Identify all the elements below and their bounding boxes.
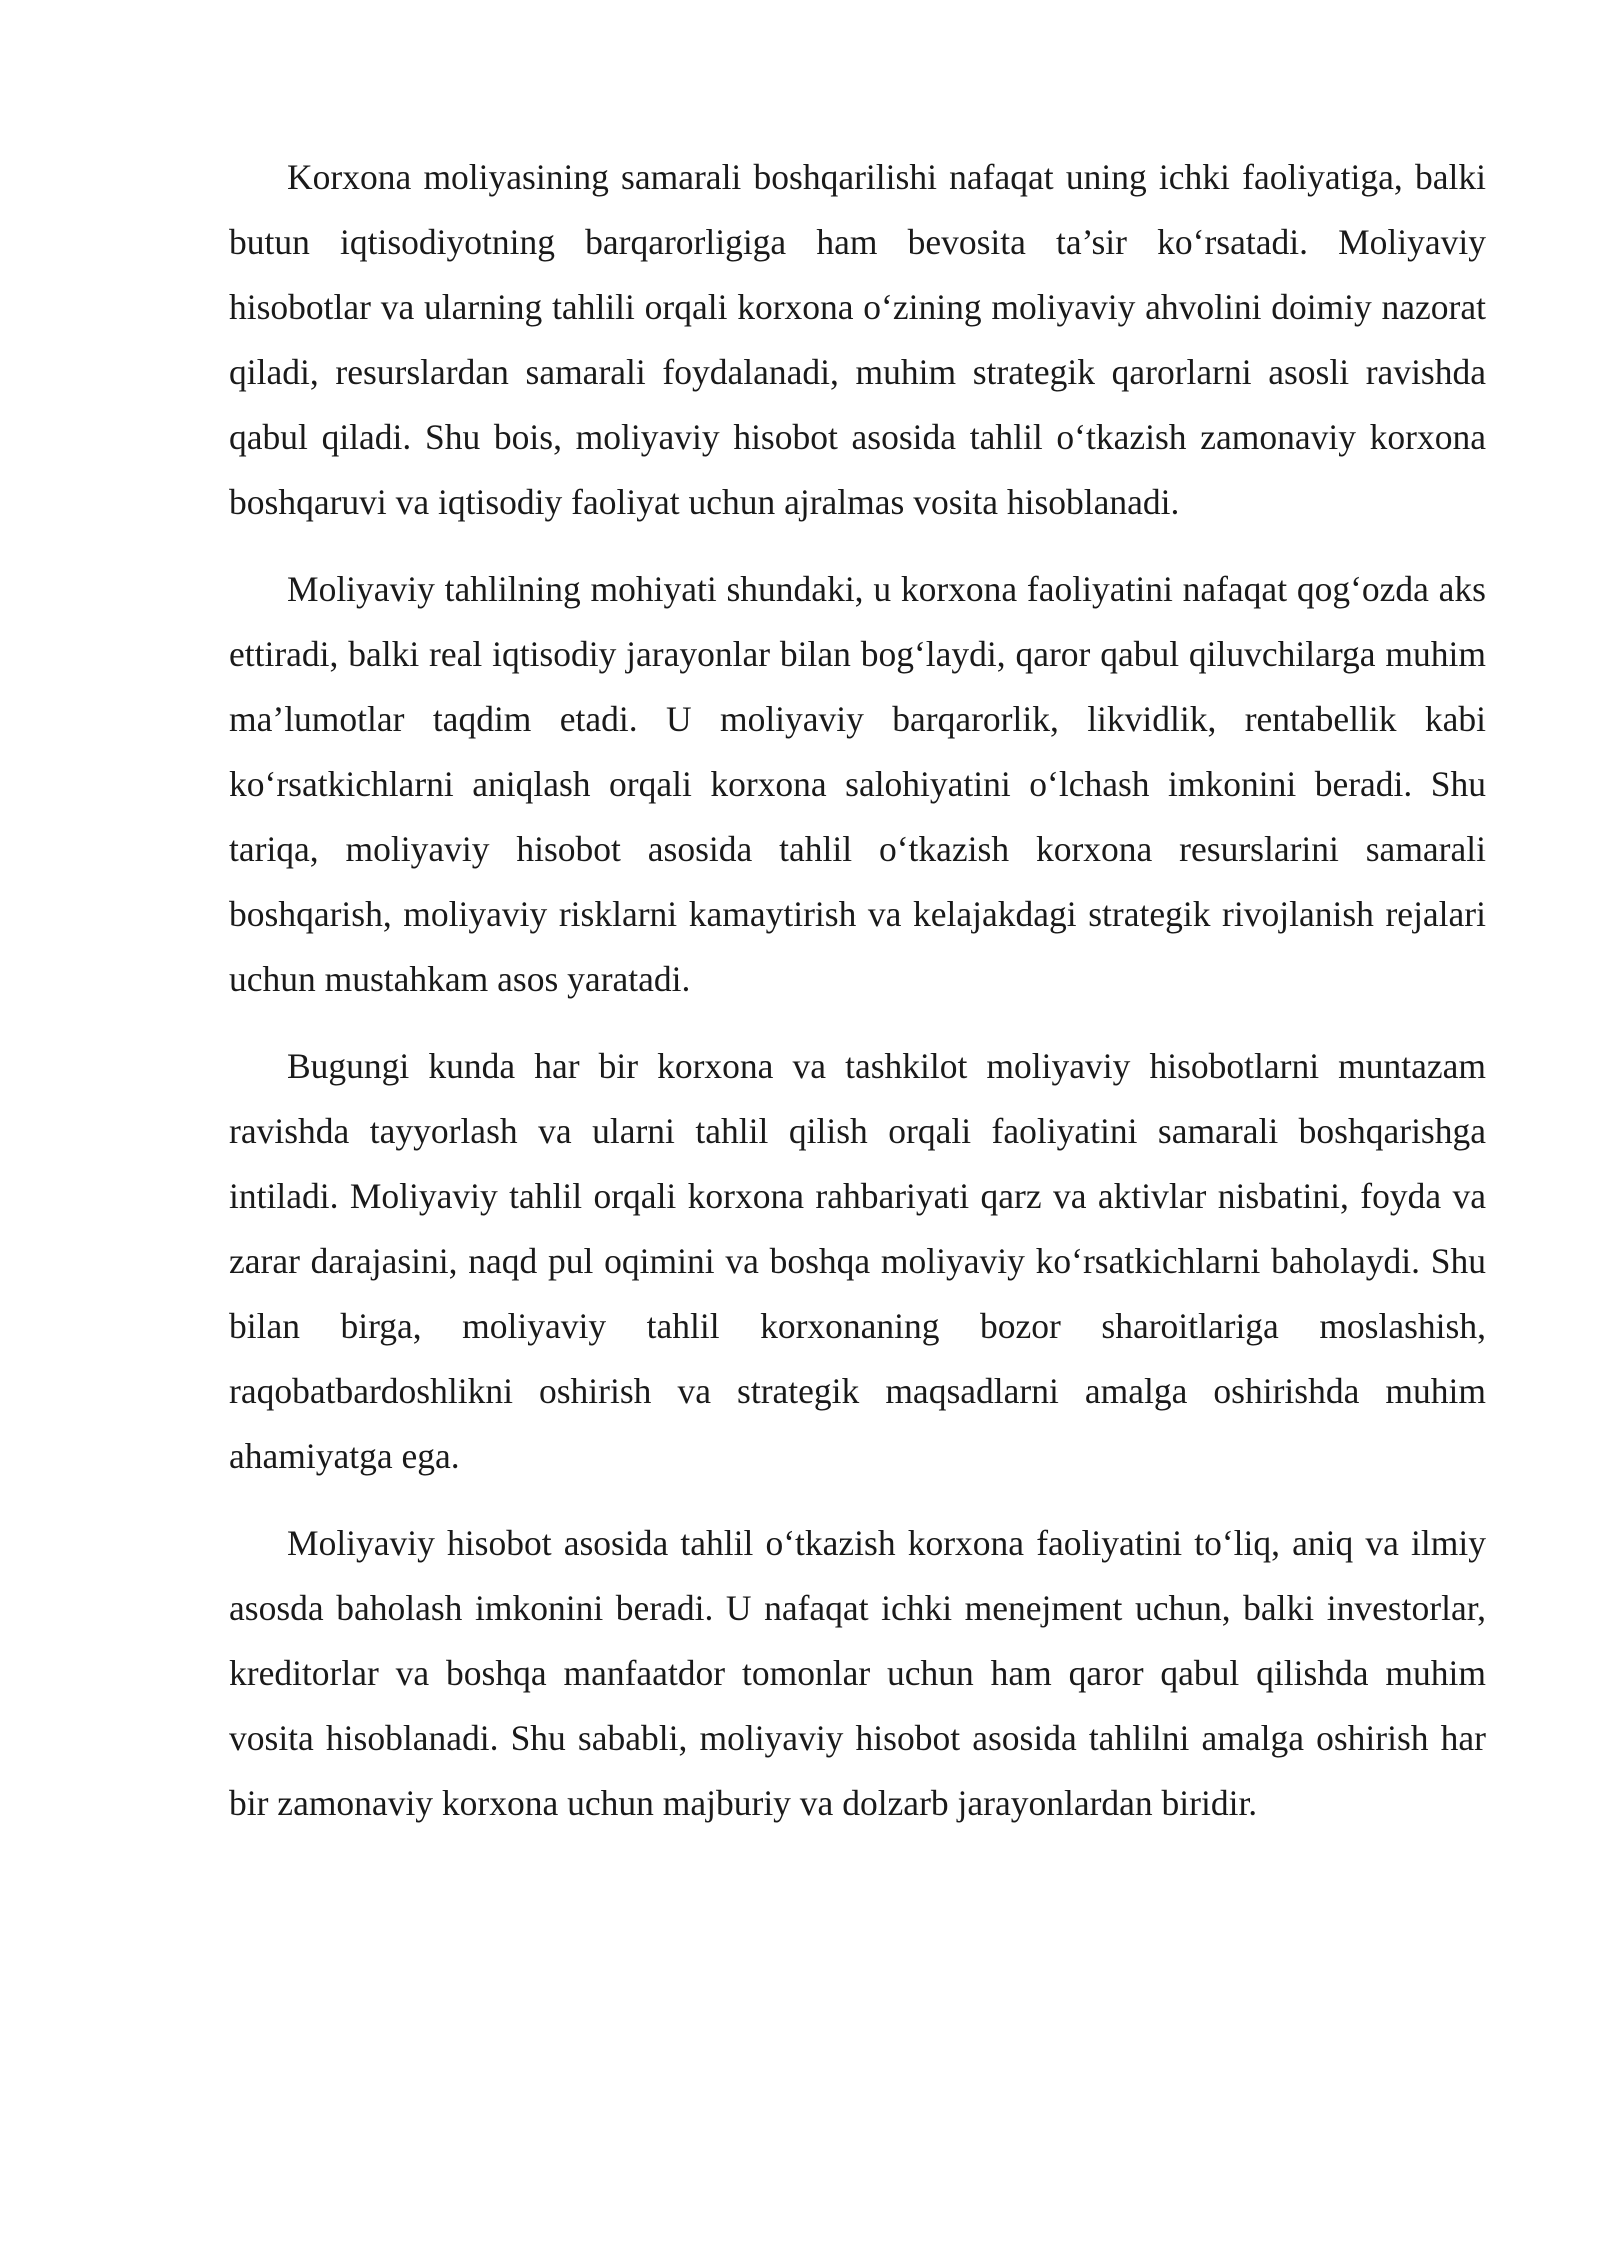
paragraph-2: Moliyaviy tahlilning mohiyati shundaki, u korxona faoliyatini nafaqat qog‘ozda aks ettiradi, balki real iqtisodiy jarayonlar bilan bog‘laydi, qaror qabul qiluvchilarga muhim ma’lumotlar taqdim etadi. U moliyaviy barqarorlik, likvidlik, rentabellik kabi ko‘rsatkichlarni aniqlash orqali korxona salohiyatini o‘lchash imkonini beradi. Shu tariqa, moliyaviy hisobot asosida tahlil o‘tkazish korxona resurslarini samarali boshqarish, moliyaviy risklarni kamaytirish va kelajakdagi strategik rivojlanish rejalari uchun mustahkam asos yaratadi.	[229, 569, 1486, 999]
document-body	[229, 145, 1486, 1858]
paragraph-4: Moliyaviy hisobot asosida tahlil o‘tkazish korxona faoliyatini to‘liq, aniq va ilmiy asosda baholash imkonini beradi. U nafaqat ichki menejment uchun, balki investorlar, kreditorlar va boshqa manfaatdor tomonlar uchun ham qaror qabul qilishda muhim vosita hisoblanadi. Shu sababli, moliyaviy hisobot asosida tahlilni amalga oshirish har bir zamonaviy korxona uchun majburiy va dolzarb jarayonlardan biridir.	[229, 1523, 1486, 1823]
paragraph-3: Bugungi kunda har bir korxona va tashkilot moliyaviy hisobotlarni muntazam ravishda tayyorlash va ularni tahlil qilish orqali faoliyatini samarali boshqarishga intiladi. Moliyaviy tahlil orqali korxona rahbariyati qarz va aktivlar nisbatini, foyda va zarar darajasini, naqd pul oqimini va boshqa moliyaviy ko‘rsatkichlarni baholaydi. Shu bilan birga, moliyaviy tahlil korxonaning bozor sharoitlariga moslashish, raqobatbardoshlikni oshirish va strategik maqsadlarni amalga oshirishda muhim ahamiyatga ega.	[229, 1046, 1486, 1476]
paragraph-1: Korxona moliyasining samarali boshqarilishi nafaqat uning ichki faoliyatiga, balki butun iqtisodiyotning barqarorligiga ham bevosita ta’sir ko‘rsatadi. Moliyaviy hisobotlar va ularning tahlili orqali korxona o‘zining moliyaviy ahvolini doimiy nazorat qiladi, resurslardan samarali foydalanadi, muhim strategik qarorlarni asosli ravishda qabul qiladi. Shu bois, moliyaviy hisobot asosida tahlil o‘tkazish zamonaviy korxona boshqaruvi va iqtisodiy faoliyat uchun ajralmas vosita hisoblanadi.	[229, 157, 1486, 522]
